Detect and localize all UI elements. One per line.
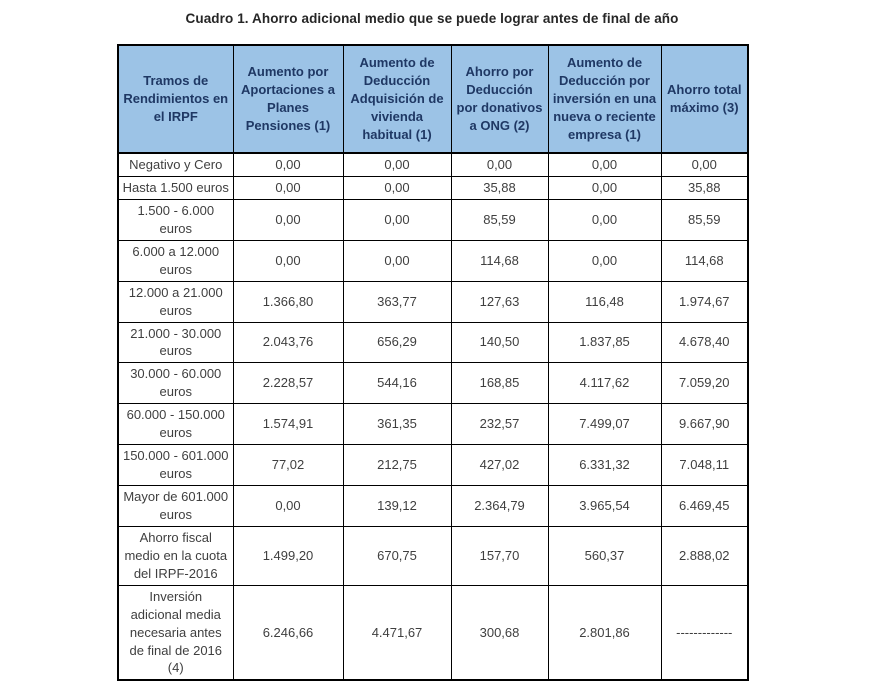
row-label: Hasta 1.500 euros [118, 176, 233, 199]
cell-value: 35,88 [661, 176, 748, 199]
cell-value: 0,00 [343, 240, 451, 281]
cell-value: 0,00 [451, 153, 548, 176]
cell-value: 0,00 [343, 199, 451, 240]
cell-value: 1.574,91 [233, 404, 343, 445]
table-row [118, 281, 748, 322]
cell-value: 6.246,66 [233, 585, 343, 680]
table-row [118, 322, 748, 363]
cell-value: 1.837,85 [548, 322, 661, 363]
table-row [118, 240, 748, 281]
column-header: Aumento de Deducción Adquisición de vivienda habitual (1) [343, 45, 451, 153]
cell-value: 7.499,07 [548, 404, 661, 445]
cell-value: 656,29 [343, 322, 451, 363]
cell-value: 7.048,11 [661, 445, 748, 486]
cell-value: 670,75 [343, 526, 451, 585]
cell-value: 114,68 [661, 240, 748, 281]
cell-value: 140,50 [451, 322, 548, 363]
cell-value: 114,68 [451, 240, 548, 281]
column-header: Tramos de Rendimientos en el IRPF [118, 45, 233, 153]
row-label: Negativo y Cero [118, 153, 233, 176]
cell-value: 0,00 [343, 153, 451, 176]
cell-value: 0,00 [548, 153, 661, 176]
column-header: Aumento de Deducción por inversión en una nueva o reciente empresa (1) [548, 45, 661, 153]
cell-value: 0,00 [233, 176, 343, 199]
cell-value: 85,59 [661, 199, 748, 240]
cell-value: 9.667,90 [661, 404, 748, 445]
cell-value: 0,00 [548, 199, 661, 240]
row-label: 21.000 - 30.000 euros [118, 322, 233, 363]
cell-value: 363,77 [343, 281, 451, 322]
cell-value: 0,00 [548, 240, 661, 281]
cell-value: 427,02 [451, 445, 548, 486]
column-header: Ahorro total máximo (3) [661, 45, 748, 153]
cell-value: 3.965,54 [548, 486, 661, 527]
cell-value: 0,00 [548, 176, 661, 199]
cell-value: 361,35 [343, 404, 451, 445]
cell-value: 2.228,57 [233, 363, 343, 404]
column-header: Aumento por Aportaciones a Planes Pensiones (1) [233, 45, 343, 153]
cell-value: ------------- [661, 585, 748, 680]
cell-value: 2.043,76 [233, 322, 343, 363]
cell-value: 1.499,20 [233, 526, 343, 585]
table-row [118, 445, 748, 486]
row-label: 30.000 - 60.000 euros [118, 363, 233, 404]
row-label: Mayor de 601.000 euros [118, 486, 233, 527]
column-header: Ahorro por Deducción por donativos a ONG (2) [451, 45, 548, 153]
cell-value: 6.331,32 [548, 445, 661, 486]
table-row [118, 176, 748, 199]
cell-value: 0,00 [343, 176, 451, 199]
row-label: Inversión adicional media necesaria antes de final de 2016 (4) [118, 585, 233, 680]
row-label: Ahorro fiscal medio en la cuota del IRPF-2016 [118, 526, 233, 585]
table-title: Cuadro 1. Ahorro adicional medio que se puede lograr antes de final de año [185, 11, 679, 26]
cell-value: 127,63 [451, 281, 548, 322]
row-label: 60.000 - 150.000 euros [118, 404, 233, 445]
table-header [118, 45, 748, 153]
cell-value: 2.801,86 [548, 585, 661, 680]
table-row [118, 199, 748, 240]
row-label: 1.500 - 6.000 euros [118, 199, 233, 240]
table-row [118, 585, 748, 680]
header-row [118, 45, 748, 153]
cell-value: 0,00 [233, 199, 343, 240]
cell-value: 1.366,80 [233, 281, 343, 322]
cell-value: 77,02 [233, 445, 343, 486]
cell-value: 7.059,20 [661, 363, 748, 404]
row-label: 150.000 - 601.000 euros [118, 445, 233, 486]
cell-value: 0,00 [233, 486, 343, 527]
table-row [118, 486, 748, 527]
cell-value: 4.678,40 [661, 322, 748, 363]
cell-value: 2.364,79 [451, 486, 548, 527]
cell-value: 0,00 [661, 153, 748, 176]
cell-value: 116,48 [548, 281, 661, 322]
cell-value: 35,88 [451, 176, 548, 199]
cell-value: 85,59 [451, 199, 548, 240]
cell-value: 300,68 [451, 585, 548, 680]
cell-value: 6.469,45 [661, 486, 748, 527]
cell-value: 1.974,67 [661, 281, 748, 322]
cell-value: 168,85 [451, 363, 548, 404]
savings-table [117, 44, 749, 681]
table-row [118, 363, 748, 404]
cell-value: 0,00 [233, 240, 343, 281]
cell-value: 212,75 [343, 445, 451, 486]
table-row [118, 526, 748, 585]
cell-value: 4.471,67 [343, 585, 451, 680]
cell-value: 2.888,02 [661, 526, 748, 585]
row-label: 12.000 a 21.000 euros [118, 281, 233, 322]
cell-value: 0,00 [233, 153, 343, 176]
cell-value: 139,12 [343, 486, 451, 527]
table-row [118, 153, 748, 176]
cell-value: 544,16 [343, 363, 451, 404]
cell-value: 4.117,62 [548, 363, 661, 404]
cell-value: 232,57 [451, 404, 548, 445]
cell-value: 560,37 [548, 526, 661, 585]
row-label: 6.000 a 12.000 euros [118, 240, 233, 281]
table-row [118, 404, 748, 445]
cell-value: 157,70 [451, 526, 548, 585]
